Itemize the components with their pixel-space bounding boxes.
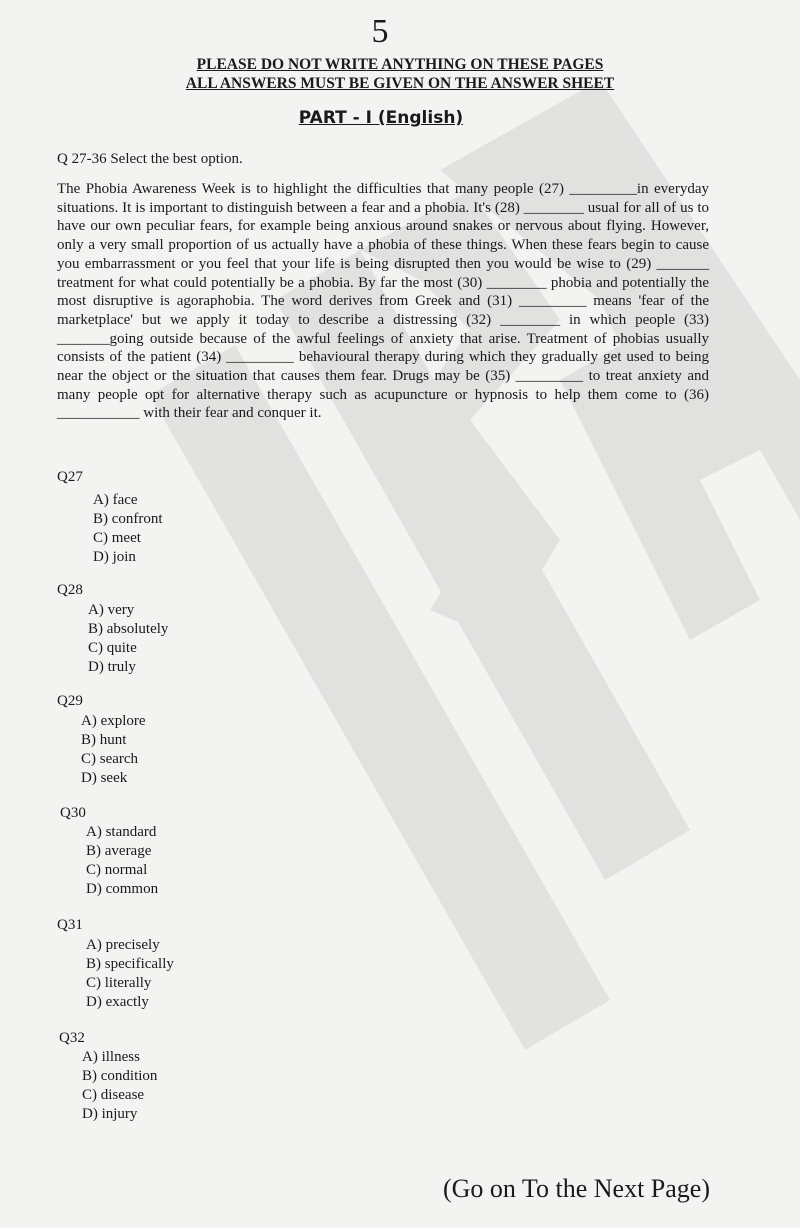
option-a: A) explore xyxy=(81,713,146,729)
option-d: D) seek xyxy=(81,770,128,786)
watermark-letter-i xyxy=(150,345,610,1050)
option-a: A) precisely xyxy=(86,937,160,953)
option-b: B) absolutely xyxy=(88,621,169,637)
question-label: Q32 xyxy=(59,1030,85,1046)
option-b: B) condition xyxy=(82,1068,158,1084)
option-b: B) hunt xyxy=(81,732,127,748)
question-label: Q29 xyxy=(57,693,83,709)
passage: The Phobia Awareness Week is to highlight the difficulties that many people (27) _________in everyday situations. It is important to distinguish between a fear and a phobia. It's (28) ________ usual for all of us to have our own peculiar fears, for example being anxious around snakes or nervous about flying. However, only a very small proportion of us actually have a phobia of these things. When these fears begin to cause you embarrassment or you feel that your life is being disrupted then you would be wise to (29) _______ treatment for what could potentially be a phobia. By far the most (30) ________ phobia and potentially the most disruptive is agoraphobia. The word derives from Greek and (31) _________ means 'fear of the marketplace' but we apply it today to describe a distressing (32) ________ in which people (33) _______going outside because of the awful feelings of anxiety that arise. Treatment of phobias usually consists of the patient (34) _________ behavioural therapy during which they gradually get used to being near the object or the situation that causes them fear. Drugs may be (35) _________ to treat anxiety and many people opt for alternative therapy such as acupuncture or hypnosis to help them come to (36) ___________ with their fear and conquer it. xyxy=(57,181,709,422)
option-d: D) exactly xyxy=(86,994,149,1010)
question-q32 xyxy=(59,1029,157,1124)
option-c: C) search xyxy=(81,751,139,767)
part-title: PART - I (English) xyxy=(298,108,464,128)
question-q30 xyxy=(60,804,158,899)
question-label: Q27 xyxy=(57,469,83,485)
option-d: D) common xyxy=(86,881,159,897)
notice-line-1: PLEASE DO NOT WRITE ANYTHING ON THESE PAGES xyxy=(196,56,604,73)
option-c: C) literally xyxy=(86,975,152,991)
option-b: B) average xyxy=(86,843,152,859)
option-a: A) illness xyxy=(82,1049,140,1065)
option-c: C) disease xyxy=(82,1087,145,1103)
option-c: C) quite xyxy=(88,640,137,656)
question-q27 xyxy=(57,468,163,567)
page-number: 5 xyxy=(371,13,389,50)
question-q28 xyxy=(57,581,168,677)
option-c: C) meet xyxy=(93,530,141,546)
instruction: Q 27-36 Select the best option. xyxy=(57,151,243,167)
next-page-note: (Go on To the Next Page) xyxy=(442,1174,710,1203)
option-d: D) join xyxy=(93,549,136,565)
option-c: C) normal xyxy=(86,862,148,878)
option-a: A) face xyxy=(93,492,138,508)
option-a: A) very xyxy=(88,602,135,618)
notice-line-2: ALL ANSWERS MUST BE GIVEN ON THE ANSWER SHEET xyxy=(185,75,615,92)
question-q29 xyxy=(57,692,146,788)
question-label: Q31 xyxy=(57,917,83,933)
option-d: D) injury xyxy=(82,1106,138,1122)
option-a: A) standard xyxy=(86,824,157,840)
question-label: Q28 xyxy=(57,582,83,598)
option-b: B) specifically xyxy=(86,956,174,972)
question-q31 xyxy=(57,916,174,1012)
question-label: Q30 xyxy=(60,805,86,821)
option-b: B) confront xyxy=(93,511,163,527)
option-d: D) truly xyxy=(88,659,136,675)
